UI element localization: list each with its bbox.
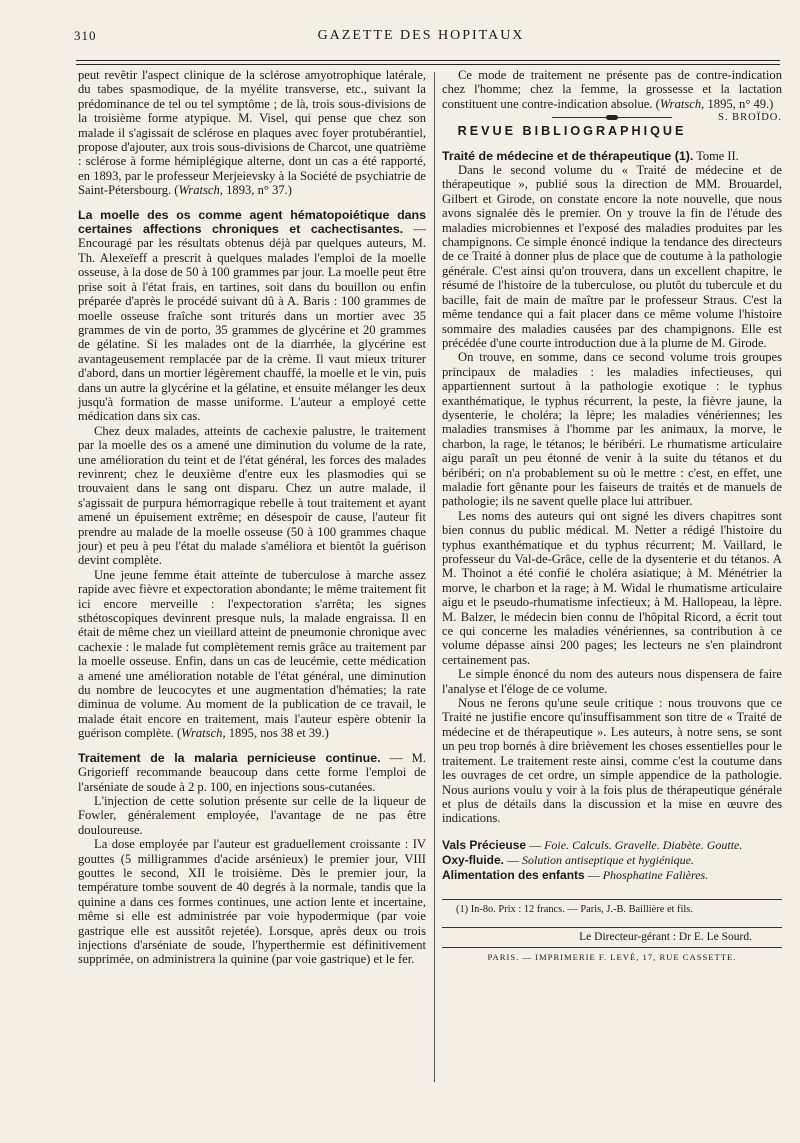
ad-line: Alimentation des enfants — Phosphatine Falières. — [442, 867, 709, 882]
section-heading: La moelle des os comme agent hématopoiétique dans certaines affections chroniques et cachectisantes. — [78, 207, 426, 237]
paragraph: Ce mode de traitement ne présente pas de contre-indication chez l'homme; chez la femme, la grossesse et la lactation constituent une contre-indication absolue. (Wratsch, 1895, n° 49.) S. BROÏDO. — [442, 68, 782, 111]
advertisements — [442, 838, 782, 883]
paragraph: La dose employée par l'auteur est graduellement croissante : IV gouttes (5 milligrammes d'acide arsénieux) le premier jour, VIII gouttes le second, XII le troisième. Dès le premier jour, la température tombe souvent de 40 degrés à la normale, tandis que la quinine a dans ces formes continues, une action lente et incertaine, même si elle est administrée par voie hypodermique (par voie gastrique elle est aussitôt rejetée). Lorsque, après deux ou trois injections d'arséniate de soude, l'hyperthermie est définitivement supprimée, on administrera la quinine (par voie gastrique) et le fer. — [78, 837, 426, 967]
paragraph: Le simple énoncé du nom des auteurs nous dispensera de faire l'analyse et l'éloge de ce volume. — [442, 667, 782, 696]
section-moelle-des-os: La moelle des os comme agent hématopoiétique dans certaines affections chroniques et cachectisantes. — Encouragé par les résultats obtenus déjà par quelques auteurs, M. Th. Alexeïeff a prescrit à quelques malades l'emploi de la moelle osseuse, à la dose de 50 à 100 grammes par jour. La moelle peut être prise soit à l'état frais, en tartines, soit dans du bouillon ou enfin préparée d'après le procédé suivant dû à A. Baris : 100 grammes de moelle osseuse fraîche sont triturés dans un mortier avec 35 grammes de vin de porto, 35 grammes de glycérine et 20 grammes de gélatine. Si les malades ont de la diarrhée, la glycérine est avantageusement remplacée par de la crème. Il vaut mieux triturer d'abord, dans un mortier légèrement chauffé, la moelle et le vin, puis dans un autre la glycérine et la gélatine, et ensuite mélanger les deux jusqu'à formation de masse uniforme. L'auteur a employé cette médication dans six cas. — [78, 207, 426, 424]
author-signature: S. BROÏDO. — [718, 112, 782, 124]
left-column — [78, 68, 426, 967]
paragraph: peut revêtir l'aspect clinique de la sclérose amyotrophique latérale, du tabes spasmodique, de la myélite transverse, etc., suivant la prédominance de tel ou tel symptôme ; de là, trois sous-divisions de la troisième forme atypique. M. Visel, qui pense que chez son malade il s'agissait de sclérose en plaques avec foyer protubérantiel, propose d'ajouter, aux trois sous-divisions de Charcot, une quatrième : sclérose à forme hémiplégique alterne, dont un cas a été rapporté, en 1893, par le professeur Merjeievsky à la Société de psychiatrie de Saint-Pétersbourg. (Wratsch, 1893, n° 37.) — [78, 68, 426, 198]
paragraph: L'injection de cette solution présente sur celle de la liqueur de Fowler, généralement employée, l'avantage de ne pas être douloureuse. — [78, 793, 426, 837]
paragraph: Une jeune femme était atteinte de tuberculose à marche assez rapide avec fièvre et expectoration abondante; le même traitement fit ici encore merveille : l'expectoration s'arrêta; les signes sthétoscopiques devinrent presque nuls, la malade engraissa. Il en était de même chez un vieillard atteint de pneumonie chronique avec cachexie : le malade fut complètement remis grâce au traitement par la moelle osseuse. Enfin, dans un cas de leucémie, cette médication a amené une amélioration notable de l'état général, une diminution du nombre de leucocytes et une augmentation d'hématies; la rate diminua de volume. Au moment de la publication de ce travail, le malade était encore en traitement, mais l'auteur espère obtenir la guérison complète. (Wratsch, 1895, nos 38 et 39.) — [78, 567, 426, 741]
column-divider — [434, 72, 435, 1082]
paragraph: On trouve, en somme, dans ce second volume trois groupes principaux de maladies : les maladies infectieuses, qui appartiennent surtout à la pathologie exotique : le typhus exanthématique, le typhus récurrent, la peste, la fièvre jaune, la dysenterie, le choléra; la lèpre; les maladies vénériennes; les maladies transmises à l'homme par les animaux, la morve, le charbon, la rage, le tétanos; le béribéri. Le rhumatisme articulaire aigu paraît un peu étonné de venir à la suite du tétanos et du béribéri; on n'a probablement su où le mettre : c'est, en effet, une maladie fort gênante pour les faiseurs de traités et de manuels de pathologie; ils ne savent quelle place lui attribuer. — [442, 350, 782, 509]
separator-rule — [552, 117, 672, 118]
ornament-icon — [606, 115, 618, 120]
director-line: Le Directeur-gérant : Dr E. Le Sourd. — [442, 927, 782, 947]
header-rule-secondary — [76, 64, 780, 65]
journal-title: GAZETTE DES HOPITAUX — [317, 28, 525, 43]
review-section-title: REVUE BIBLIOGRAPHIQUE — [457, 124, 687, 139]
paragraph: Les noms des auteurs qui ont signé les divers chapitres sont bien connus du public médical. M. Netter a rédigé l'histoire du typhus exanthématique et du typhus récurrent; M. Vaillard, le professeur du Val-de-Grâce, celle de la dysenterie et du tétanos. A M. Thoinot a été confié le choléra asiatique; à M. Ménétrier la morve, le charbon et la rage; à M. Widal le rhumatisme articulaire aigu et le pseudo-rhumatisme infectieux; à M. Hallopeau, la lèpre. M. Balzer, le médecin bien connu de l'hôpital Ricord, a écrit tout ce qui concerne les maladies vénériennes, sa contribution à ce volume dépasse ainsi 200 pages; les lecteurs ne s'en plaindront certainement pas. — [442, 508, 782, 667]
footnote-rule — [442, 899, 782, 900]
ad-line: Oxy-fluide. — Solution antiseptique et hygiénique. — [442, 852, 694, 867]
footnote: (1) In-8o. Prix : 12 francs. — Paris, J.-B. Baillière et fils. — [456, 903, 693, 915]
book-title: Traité de médecine et de thérapeutique (1). Tome II. — [442, 148, 739, 163]
section-heading: Traitement de la malaria pernicieuse continue. — [78, 750, 381, 765]
section-malaria: Traitement de la malaria pernicieuse continue. — M. Grigorieff recommande beaucoup dans cette forme l'emploi de l'arséniate de soude à 2 p. 100, en injections sous-cutanées. — [78, 750, 426, 794]
paragraph: Dans le second volume du « Traité de médecine et de thérapeutique », publié sous la direction de MM. Brouardel, Gilbert et Girode, on constate encore la note nouvelle, que nous avons signalée dès le premier. On y trouve la fin de l'étude des maladies microbiennes et l'exposé des maladies produites par les champignons. Ce simple énoncé indique la tendance des directeurs de ce Traité à donner plus de place que de coutume à la pathologie générale. C'est ainsi qu'on trouvera, dans un excellent chapitre, le résumé de l'histoire de la tuberculose, ou plutôt du tubercule et du bacille, fait de main de maître par le professeur Straus. C'est la même tendance qui a fait placer dans ce même volume l'histoire sommaire des maladies causées par des champignons. Elle est précédée d'une courte introduction due à la plume de M. Girode. — [442, 163, 782, 350]
page-number: 310 — [74, 28, 97, 43]
page-header — [60, 28, 782, 50]
right-column — [442, 68, 782, 964]
header-rule — [76, 60, 780, 61]
ad-line: Vals Précieuse — Foie. Calculs. Gravelle. Diabète. Goutte. — [442, 837, 743, 852]
paragraph: Nous ne ferons qu'une seule critique : nous trouvons que ce Traité ne justifie encore qu'insuffisamment son titre de « Traité de médecine et de thérapeutique ». Les auteurs, à notre sens, se sont un peu trop bornés à dire brièvement les choses essentielles pour le traitement. Le traitement reste ainsi, comme c'est la coutume dans les ouvrages de cet ordre, un simple appendice de la pathologie. Nous aurions voulu y voir à la fois plus de thérapeutique générale et plus de détails dans la discussion et la mise en œuvre des indications. — [442, 696, 782, 826]
paragraph: Chez deux malades, atteints de cachexie palustre, le traitement par la moelle des os a amené une diminution du volume de la rate, une amélioration du teint et de l'état général, les forces des malades revinrent; chez le deuxième d'entre eux les plasmodies qui se trouvaient dans le sang ont disparu. Chez un autre malade, il s'agissait de purpura hémorragique rebelle à tout traitement et ayant amené un épuisement extrême; en désespoir de cause, l'auteur fit prendre au malade de la moelle osseuse (50 à 100 grammes chaque jour) et peu à peu l'état du malade s'améliora et bientôt la guérison devint complète. — [78, 423, 426, 568]
printer-line: PARIS. — IMPRIMERIE F. LEVÉ, 17, RUE CASSETTE. — [487, 951, 737, 962]
